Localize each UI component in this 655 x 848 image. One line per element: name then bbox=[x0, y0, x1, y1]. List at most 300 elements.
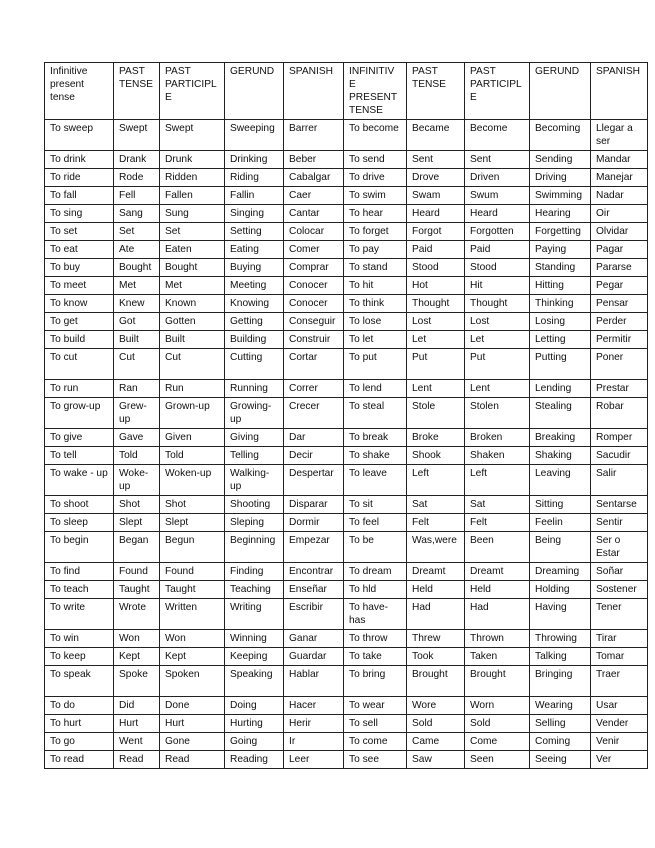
table-cell: Woke-up bbox=[114, 465, 160, 496]
table-cell: Fell bbox=[114, 187, 160, 205]
table-cell: Cut bbox=[160, 349, 225, 380]
table-cell: To lose bbox=[344, 313, 407, 331]
table-cell: Kept bbox=[160, 648, 225, 666]
table-row bbox=[45, 259, 648, 277]
table-cell: Rode bbox=[114, 169, 160, 187]
table-cell: Run bbox=[160, 380, 225, 398]
table-cell: To go bbox=[45, 733, 114, 751]
table-row bbox=[45, 313, 648, 331]
table-cell: Won bbox=[160, 630, 225, 648]
table-cell: Pensar bbox=[591, 295, 648, 313]
table-cell: Shooting bbox=[225, 496, 284, 514]
table-row bbox=[45, 496, 648, 514]
table-cell: Swimming bbox=[530, 187, 591, 205]
table-cell: Sleping bbox=[225, 514, 284, 532]
table-cell: Felt bbox=[407, 514, 465, 532]
header-cell: GERUND bbox=[225, 63, 284, 120]
header-cell: GERUND bbox=[530, 63, 591, 120]
table-cell: To cut bbox=[45, 349, 114, 380]
table-cell: Growing-up bbox=[225, 398, 284, 429]
table-cell: To drink bbox=[45, 151, 114, 169]
table-cell: Sent bbox=[465, 151, 530, 169]
table-cell: Been bbox=[465, 532, 530, 563]
table-cell: Pegar bbox=[591, 277, 648, 295]
table-cell: Lending bbox=[530, 380, 591, 398]
table-cell: Sat bbox=[407, 496, 465, 514]
table-cell: Did bbox=[114, 697, 160, 715]
table-cell: Had bbox=[407, 599, 465, 630]
table-cell: Taken bbox=[465, 648, 530, 666]
table-cell: To teach bbox=[45, 581, 114, 599]
table-cell: Became bbox=[407, 120, 465, 151]
table-cell: Traer bbox=[591, 666, 648, 697]
table-cell: Told bbox=[160, 447, 225, 465]
table-cell: Conocer bbox=[284, 295, 344, 313]
table-cell: Speaking bbox=[225, 666, 284, 697]
table-cell: Stood bbox=[407, 259, 465, 277]
table-row bbox=[45, 581, 648, 599]
table-cell: Taught bbox=[114, 581, 160, 599]
table-cell: To forget bbox=[344, 223, 407, 241]
table-cell: Shaken bbox=[465, 447, 530, 465]
table-cell: To give bbox=[45, 429, 114, 447]
table-cell: Read bbox=[160, 751, 225, 769]
table-cell: Tener bbox=[591, 599, 648, 630]
table-cell: Shot bbox=[160, 496, 225, 514]
table-cell: Beginning bbox=[225, 532, 284, 563]
table-cell: To sweep bbox=[45, 120, 114, 151]
table-cell: Hurting bbox=[225, 715, 284, 733]
table-cell: Drunk bbox=[160, 151, 225, 169]
table-cell: Poner bbox=[591, 349, 648, 380]
table-cell: Wrote bbox=[114, 599, 160, 630]
table-cell: Gotten bbox=[160, 313, 225, 331]
table-cell: To buy bbox=[45, 259, 114, 277]
table-cell: Lost bbox=[407, 313, 465, 331]
table-row bbox=[45, 398, 648, 429]
table-cell: Paid bbox=[407, 241, 465, 259]
table-cell: To begin bbox=[45, 532, 114, 563]
table-cell: Threw bbox=[407, 630, 465, 648]
table-cell: Vender bbox=[591, 715, 648, 733]
table-cell: Salir bbox=[591, 465, 648, 496]
table-cell: Spoken bbox=[160, 666, 225, 697]
table-cell: To lend bbox=[344, 380, 407, 398]
table-cell: Meeting bbox=[225, 277, 284, 295]
table-cell: Sold bbox=[407, 715, 465, 733]
table-cell: Sentir bbox=[591, 514, 648, 532]
table-cell: Oir bbox=[591, 205, 648, 223]
table-cell: Sent bbox=[407, 151, 465, 169]
table-cell: Pagar bbox=[591, 241, 648, 259]
table-cell: To think bbox=[344, 295, 407, 313]
table-cell: Taught bbox=[160, 581, 225, 599]
table-cell: Robar bbox=[591, 398, 648, 429]
table-cell: Lent bbox=[407, 380, 465, 398]
table-cell: Reading bbox=[225, 751, 284, 769]
table-cell: Conseguir bbox=[284, 313, 344, 331]
table-cell: Stole bbox=[407, 398, 465, 429]
table-cell: Held bbox=[407, 581, 465, 599]
table-cell: Nadar bbox=[591, 187, 648, 205]
table-cell: Walking-up bbox=[225, 465, 284, 496]
table-cell: Met bbox=[160, 277, 225, 295]
header-cell: PAST TENSE bbox=[114, 63, 160, 120]
table-row bbox=[45, 277, 648, 295]
header-cell: INFINITIVE PRESENT TENSE bbox=[344, 63, 407, 120]
table-cell: To shake bbox=[344, 447, 407, 465]
table-cell: Drank bbox=[114, 151, 160, 169]
table-cell: Hit bbox=[465, 277, 530, 295]
table-cell: Escribir bbox=[284, 599, 344, 630]
table-cell: Beber bbox=[284, 151, 344, 169]
table-cell: Becoming bbox=[530, 120, 591, 151]
table-row bbox=[45, 532, 648, 563]
table-cell: To sleep bbox=[45, 514, 114, 532]
table-cell: To hurt bbox=[45, 715, 114, 733]
table-cell: Correr bbox=[284, 380, 344, 398]
table-cell: Cabalgar bbox=[284, 169, 344, 187]
table-cell: Brought bbox=[407, 666, 465, 697]
table-cell: Drinking bbox=[225, 151, 284, 169]
table-cell: To swim bbox=[344, 187, 407, 205]
table-row bbox=[45, 429, 648, 447]
table-cell: Thought bbox=[465, 295, 530, 313]
table-cell: Dreamt bbox=[407, 563, 465, 581]
table-cell: To hit bbox=[344, 277, 407, 295]
table-cell: Holding bbox=[530, 581, 591, 599]
table-cell: To win bbox=[45, 630, 114, 648]
table-cell: Slept bbox=[160, 514, 225, 532]
table-cell: Selling bbox=[530, 715, 591, 733]
table-cell: Despertar bbox=[284, 465, 344, 496]
table-cell: Sweeping bbox=[225, 120, 284, 151]
table-cell: Construir bbox=[284, 331, 344, 349]
table-cell: Built bbox=[160, 331, 225, 349]
table-cell: Won bbox=[114, 630, 160, 648]
table-cell: Throwing bbox=[530, 630, 591, 648]
table-cell: To let bbox=[344, 331, 407, 349]
table-cell: Paying bbox=[530, 241, 591, 259]
table-cell: Come bbox=[465, 733, 530, 751]
table-cell: Dormir bbox=[284, 514, 344, 532]
table-cell: To dream bbox=[344, 563, 407, 581]
table-cell: Barrer bbox=[284, 120, 344, 151]
table-cell: Tomar bbox=[591, 648, 648, 666]
table-cell: Worn bbox=[465, 697, 530, 715]
table-cell: To run bbox=[45, 380, 114, 398]
table-cell: Wearing bbox=[530, 697, 591, 715]
table-cell: Bringing bbox=[530, 666, 591, 697]
table-cell: Stood bbox=[465, 259, 530, 277]
table-cell: Swum bbox=[465, 187, 530, 205]
table-cell: Cutting bbox=[225, 349, 284, 380]
table-cell: Saw bbox=[407, 751, 465, 769]
table-cell: To sing bbox=[45, 205, 114, 223]
table-cell: To send bbox=[344, 151, 407, 169]
table-cell: Left bbox=[407, 465, 465, 496]
table-cell: Found bbox=[114, 563, 160, 581]
table-cell: Ridden bbox=[160, 169, 225, 187]
table-row bbox=[45, 666, 648, 697]
table-cell: To feel bbox=[344, 514, 407, 532]
table-cell: To steal bbox=[344, 398, 407, 429]
table-cell: To do bbox=[45, 697, 114, 715]
table-row bbox=[45, 715, 648, 733]
table-cell: Venir bbox=[591, 733, 648, 751]
table-cell: Set bbox=[160, 223, 225, 241]
table-cell: To hld bbox=[344, 581, 407, 599]
table-row bbox=[45, 751, 648, 769]
table-cell: Breaking bbox=[530, 429, 591, 447]
table-cell: Gave bbox=[114, 429, 160, 447]
table-cell: Perder bbox=[591, 313, 648, 331]
table-cell: Comprar bbox=[284, 259, 344, 277]
table-row bbox=[45, 331, 648, 349]
table-cell: To leave bbox=[344, 465, 407, 496]
table-cell: To bring bbox=[344, 666, 407, 697]
table-cell: Was,were bbox=[407, 532, 465, 563]
table-cell: Knew bbox=[114, 295, 160, 313]
table-cell: Eating bbox=[225, 241, 284, 259]
table-cell: Wore bbox=[407, 697, 465, 715]
table-row bbox=[45, 563, 648, 581]
table-cell: Ran bbox=[114, 380, 160, 398]
table-row bbox=[45, 648, 648, 666]
table-cell: Leer bbox=[284, 751, 344, 769]
table-cell: Crecer bbox=[284, 398, 344, 429]
table-cell: Hot bbox=[407, 277, 465, 295]
table-cell: Soñar bbox=[591, 563, 648, 581]
table-cell: Gone bbox=[160, 733, 225, 751]
table-cell: Empezar bbox=[284, 532, 344, 563]
table-cell: Teaching bbox=[225, 581, 284, 599]
table-cell: Begun bbox=[160, 532, 225, 563]
table-cell: To sit bbox=[344, 496, 407, 514]
table-cell: Driven bbox=[465, 169, 530, 187]
table-cell: To take bbox=[344, 648, 407, 666]
table-cell: Set bbox=[114, 223, 160, 241]
table-cell: Slept bbox=[114, 514, 160, 532]
table-cell: Comer bbox=[284, 241, 344, 259]
table-cell: Lent bbox=[465, 380, 530, 398]
table-cell: Singing bbox=[225, 205, 284, 223]
header-cell: Infinitive present tense bbox=[45, 63, 114, 120]
table-cell: To shoot bbox=[45, 496, 114, 514]
table-cell: Going bbox=[225, 733, 284, 751]
table-cell: Tirar bbox=[591, 630, 648, 648]
table-cell: To drive bbox=[344, 169, 407, 187]
table-cell: Heard bbox=[407, 205, 465, 223]
table-cell: Ir bbox=[284, 733, 344, 751]
table-cell: Cantar bbox=[284, 205, 344, 223]
table-cell: To build bbox=[45, 331, 114, 349]
table-cell: Standing bbox=[530, 259, 591, 277]
table-cell: Hacer bbox=[284, 697, 344, 715]
table-cell: Sang bbox=[114, 205, 160, 223]
table-row bbox=[45, 599, 648, 630]
table-cell: To know bbox=[45, 295, 114, 313]
header-cell: PAST PARTICIPLE bbox=[160, 63, 225, 120]
table-cell: Guardar bbox=[284, 648, 344, 666]
table-cell: Romper bbox=[591, 429, 648, 447]
table-cell: To find bbox=[45, 563, 114, 581]
table-cell: Setting bbox=[225, 223, 284, 241]
table-row bbox=[45, 295, 648, 313]
table-cell: Felt bbox=[465, 514, 530, 532]
table-row bbox=[45, 241, 648, 259]
table-cell: Running bbox=[225, 380, 284, 398]
table-cell: Shot bbox=[114, 496, 160, 514]
table-cell: Found bbox=[160, 563, 225, 581]
header-cell: SPANISH bbox=[284, 63, 344, 120]
table-cell: Dreaming bbox=[530, 563, 591, 581]
table-cell: To speak bbox=[45, 666, 114, 697]
table-row bbox=[45, 120, 648, 151]
table-cell: Went bbox=[114, 733, 160, 751]
table-cell: Known bbox=[160, 295, 225, 313]
table-cell: Building bbox=[225, 331, 284, 349]
table-cell: Spoke bbox=[114, 666, 160, 697]
table-cell: Told bbox=[114, 447, 160, 465]
table-cell: To eat bbox=[45, 241, 114, 259]
table-cell: Sending bbox=[530, 151, 591, 169]
table-cell: Sung bbox=[160, 205, 225, 223]
table-cell: To have-has bbox=[344, 599, 407, 630]
table-cell: Forgetting bbox=[530, 223, 591, 241]
table-cell: Broken bbox=[465, 429, 530, 447]
table-cell: Lost bbox=[465, 313, 530, 331]
table-cell: Let bbox=[465, 331, 530, 349]
table-cell: To hear bbox=[344, 205, 407, 223]
table-cell: Woken-up bbox=[160, 465, 225, 496]
table-cell: Become bbox=[465, 120, 530, 151]
table-cell: Eaten bbox=[160, 241, 225, 259]
table-cell: To sell bbox=[344, 715, 407, 733]
table-cell: To be bbox=[344, 532, 407, 563]
table-cell: Winning bbox=[225, 630, 284, 648]
table-cell: Encontrar bbox=[284, 563, 344, 581]
table-cell: Thrown bbox=[465, 630, 530, 648]
table-cell: Sitting bbox=[530, 496, 591, 514]
table-cell: Enseñar bbox=[284, 581, 344, 599]
table-cell: Written bbox=[160, 599, 225, 630]
table-cell: Sostener bbox=[591, 581, 648, 599]
table-cell: Cortar bbox=[284, 349, 344, 380]
table-row bbox=[45, 630, 648, 648]
table-row bbox=[45, 169, 648, 187]
table-cell: Shook bbox=[407, 447, 465, 465]
table-cell: Mandar bbox=[591, 151, 648, 169]
table-cell: Shaking bbox=[530, 447, 591, 465]
table-row bbox=[45, 205, 648, 223]
table-cell: Met bbox=[114, 277, 160, 295]
table-cell: Riding bbox=[225, 169, 284, 187]
table-cell: Knowing bbox=[225, 295, 284, 313]
table-cell: To get bbox=[45, 313, 114, 331]
header-cell: SPANISH bbox=[591, 63, 648, 120]
table-cell: Hurt bbox=[160, 715, 225, 733]
table-cell: Given bbox=[160, 429, 225, 447]
table-cell: Finding bbox=[225, 563, 284, 581]
table-cell: To throw bbox=[344, 630, 407, 648]
table-cell: Ganar bbox=[284, 630, 344, 648]
table-cell: To grow-up bbox=[45, 398, 114, 429]
table-cell: To wear bbox=[344, 697, 407, 715]
table-cell: Paid bbox=[465, 241, 530, 259]
table-row bbox=[45, 187, 648, 205]
verb-table bbox=[44, 62, 648, 769]
table-cell: Hurt bbox=[114, 715, 160, 733]
table-cell: Giving bbox=[225, 429, 284, 447]
table-cell: Stolen bbox=[465, 398, 530, 429]
table-cell: Coming bbox=[530, 733, 591, 751]
table-cell: To pay bbox=[344, 241, 407, 259]
table-cell: Sold bbox=[465, 715, 530, 733]
table-row bbox=[45, 151, 648, 169]
table-cell: Talking bbox=[530, 648, 591, 666]
table-cell: Fallen bbox=[160, 187, 225, 205]
table-cell: Stealing bbox=[530, 398, 591, 429]
table-cell: To meet bbox=[45, 277, 114, 295]
table-cell: To put bbox=[344, 349, 407, 380]
table-cell: Built bbox=[114, 331, 160, 349]
table-cell: Doing bbox=[225, 697, 284, 715]
table-cell: Manejar bbox=[591, 169, 648, 187]
table-cell: Took bbox=[407, 648, 465, 666]
table-cell: Hablar bbox=[284, 666, 344, 697]
table-cell: Putting bbox=[530, 349, 591, 380]
header-row bbox=[45, 63, 648, 120]
table-cell: Writing bbox=[225, 599, 284, 630]
table-cell: Ate bbox=[114, 241, 160, 259]
table-cell: To tell bbox=[45, 447, 114, 465]
table-cell: Caer bbox=[284, 187, 344, 205]
table-cell: Colocar bbox=[284, 223, 344, 241]
table-cell: Prestar bbox=[591, 380, 648, 398]
table-cell: Feelin bbox=[530, 514, 591, 532]
table-cell: Put bbox=[465, 349, 530, 380]
table-cell: Thinking bbox=[530, 295, 591, 313]
table-cell: To read bbox=[45, 751, 114, 769]
table-cell: Usar bbox=[591, 697, 648, 715]
table-cell: Got bbox=[114, 313, 160, 331]
table-cell: Permitir bbox=[591, 331, 648, 349]
table-cell: Held bbox=[465, 581, 530, 599]
verb-rows bbox=[45, 120, 648, 769]
header-cell: PAST TENSE bbox=[407, 63, 465, 120]
table-cell: Pararse bbox=[591, 259, 648, 277]
table-cell: Leaving bbox=[530, 465, 591, 496]
table-cell: Llegar a ser bbox=[591, 120, 648, 151]
table-cell: Seeing bbox=[530, 751, 591, 769]
table-cell: Had bbox=[465, 599, 530, 630]
table-cell: Letting bbox=[530, 331, 591, 349]
table-cell: To break bbox=[344, 429, 407, 447]
table-cell: Hearing bbox=[530, 205, 591, 223]
table-cell: Grown-up bbox=[160, 398, 225, 429]
table-cell: Dar bbox=[284, 429, 344, 447]
table-cell: To fall bbox=[45, 187, 114, 205]
table-cell: Bought bbox=[114, 259, 160, 277]
table-cell: Conocer bbox=[284, 277, 344, 295]
table-cell: To set bbox=[45, 223, 114, 241]
table-cell: Thought bbox=[407, 295, 465, 313]
table-cell: Getting bbox=[225, 313, 284, 331]
table-cell: Ver bbox=[591, 751, 648, 769]
table-cell: Came bbox=[407, 733, 465, 751]
table-cell: Grew-up bbox=[114, 398, 160, 429]
